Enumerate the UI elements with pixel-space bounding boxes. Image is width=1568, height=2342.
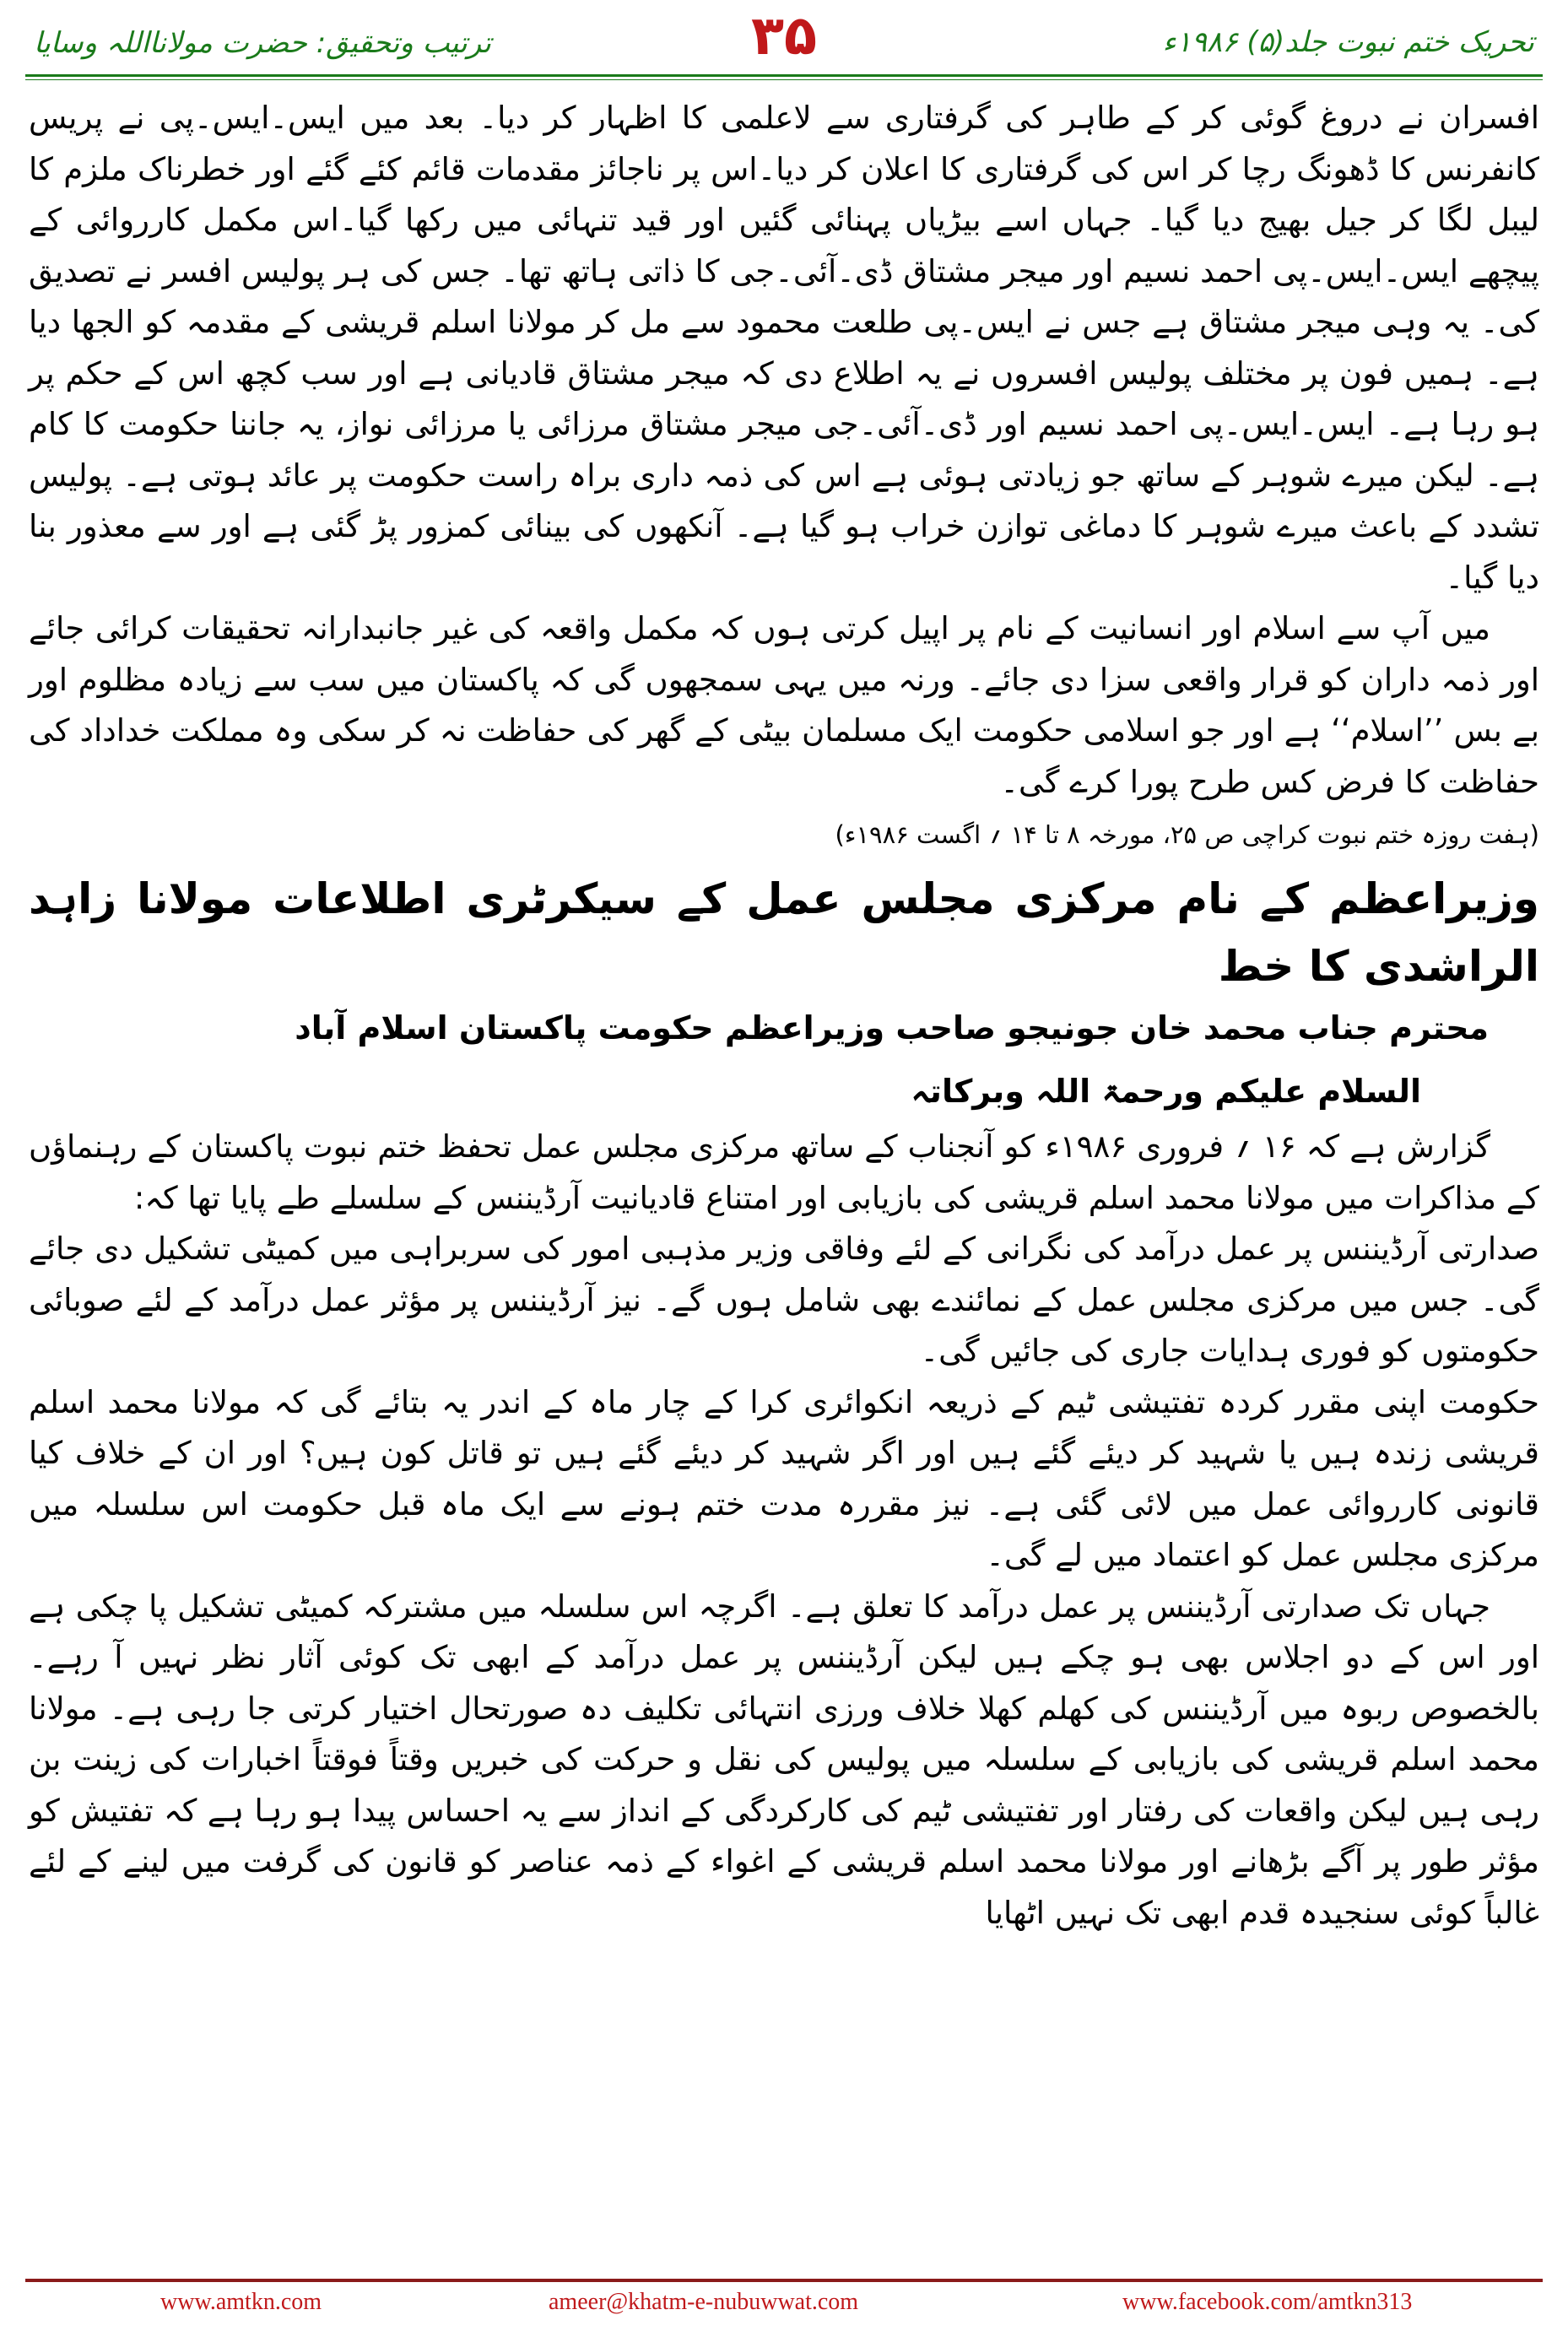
citation: (ہفت روزہ ختم نبوت کراچی ص ۲۵، مورخہ ۸ تا ۱۴ ؍ اگست ۱۹۸۶ء) bbox=[835, 820, 1539, 849]
footer-rule bbox=[25, 2279, 1543, 2282]
body-paragraph-3: گزارش ہے کہ ۱۶ ؍ فروری ۱۹۸۶ء کو آنجناب کے ساتھ مرکزی مجلس عمل تحفظ ختم نبوت پاکستان کے رہنماؤں کے مذاکرات میں مولانا محمد اسلم قریشی کی بازیابی اور امتناع قادیانیت آرڈیننس کے سلسلے طے پایا تھا کہ: bbox=[29, 1128, 1539, 1216]
header-rule-thin bbox=[25, 79, 1543, 80]
footer-website-link[interactable]: www.amtkn.com bbox=[160, 2289, 322, 2315]
page-number: ۳۵ bbox=[750, 5, 818, 68]
volume-title: تحریک ختم نبوت جلد(۵) ۱۹۸۶ء bbox=[1162, 25, 1534, 59]
letter-salutation: السلام علیکم ورحمۃ اللہ وبرکاتہ bbox=[911, 1073, 1421, 1110]
body-paragraph-5: حکومت اپنی مقرر کردہ تفتیشی ٹیم کے ذریعہ انکوائری کرا کے چار ماہ کے اندر یہ بتائے گی کہ مولانا محمد اسلم قریشی زندہ ہیں یا شہید کر دیئے گئے ہیں اور اگر شہید کر دیئے گئے ہیں تو قاتل کون ہیں؟ اور ان کے خلاف کیا قانونی کارروائی عمل میں لائی گئی ہے۔ نیز مقررہ مدت ختم ہونے سے ایک ماہ قبل حکومت اس سلسلہ میں مرکزی مجلس عمل کو اعتماد میں لے گی۔ bbox=[29, 1383, 1539, 1573]
body-paragraph-2: میں آپ سے اسلام اور انسانیت کے نام پر اپیل کرتی ہوں کہ مکمل واقعہ کی غیر جانبدارانہ تحقیقات کرائی جائے اور ذمہ داران کو قرار واقعی سزا دی جائے۔ ورنہ میں یہی سمجھوں گی کہ پاکستان میں سب سے زیادہ مظلوم اور بے بس ’’اسلام‘‘ ہے اور جو اسلامی حکومت ایک مسلمان بیٹی کے گھر کی حفاظت نہ کر سکی وہ مملکت خداداد کی حفاظت کا فرض کس طرح پورا کرے گی۔ bbox=[29, 610, 1539, 800]
letter-addressee: محترم جناب محمد خان جونیجو صاحب وزیراعظم حکومت پاکستان اسلام آباد bbox=[295, 1009, 1489, 1047]
page-header bbox=[0, 0, 1568, 78]
header-rule bbox=[25, 74, 1543, 77]
footer-email-link[interactable]: ameer@khatm-e-nubuwwat.com bbox=[549, 2289, 859, 2315]
compiler-credit: ترتیب وتحقیق: حضرت مولانااللہ وسایا bbox=[34, 26, 491, 60]
body-paragraph-4: صدارتی آرڈیننس پر عمل درآمد کی نگرانی کے لئے وفاقی وزیر مذہبی امور کی سربراہی میں کمیٹی تشکیل دی جائے گی۔ جس میں مرکزی مجلس عمل کے نمائندے بھی شامل ہوں گے۔ نیز آرڈیننس پر مؤثر عمل درآمد کے لئے صوبائی حکومتوں کو فوری ہدایات جاری کی جائیں گی۔ bbox=[29, 1230, 1539, 1369]
page-body bbox=[29, 93, 1539, 1939]
body-paragraph-6: جہاں تک صدارتی آرڈیننس پر عمل درآمد کا تعلق ہے۔ اگرچہ اس سلسلہ میں مشترکہ کمیٹی تشکیل پا چکی ہے اور اس کے دو اجلاس بھی ہو چکے ہیں لیکن آرڈیننس پر عمل درآمد کے ابھی تک کوئی آثار نظر نہیں آ رہے۔ بالخصوص ربوہ میں آرڈیننس کی کھلم کھلا خلاف ورزی انتہائی تکلیف دہ صورتحال اختیار کرتی جا رہی ہے۔ مولانا محمد اسلم قریشی کی بازیابی کے سلسلہ میں پولیس کی نقل و حرکت کی خبریں وقتاً فوقتاً اخبارات کی زینت بن رہی ہیں لیکن واقعات کی رفتار اور تفتیشی ٹیم کی کارکردگی کے انداز سے یہ احساس پیدا ہو رہا ہے کہ تفتیش کو مؤثر طور پر آگے بڑھانے اور مولانا محمد اسلم قریشی کے اغواء کے ذمہ عناصر کو قانون کی گرفت میں لینے کے لئے غالباً کوئی سنجیدہ قدم ابھی تک نہیں اٹھایا bbox=[29, 1587, 1539, 1931]
body-paragraph-1: افسران نے دروغ گوئی کر کے طاہر کی گرفتاری سے لاعلمی کا اظہار کر دیا۔ بعد میں ایس۔ایس۔پی نے پریس کانفرنس کا ڈھونگ رچا کر اس کی گرفتاری کا اعلان کر دیا۔اس پر ناجائز مقدمات قائم کئے گئے اور خطرناک ملزم کا لیبل لگا کر جیل بھیج دیا گیا۔ جہاں اسے بیڑیاں پہنائی گئیں اور قید تنہائی میں رکھا گیا۔اس مکمل کارروائی کے پیچھے ایس۔ایس۔پی احمد نسیم اور میجر مشتاق ڈی۔آئی۔جی کا ذاتی ہاتھ تھا۔ جس کی ہر پولیس افسر نے تصدیق کی۔ یہ وہی میجر مشتاق ہے جس نے ایس۔پی طلعت محمود سے مل کر مولانا اسلم قریشی کے مقدمہ کو الجھا دیا ہے۔ ہمیں فون پر مختلف پولیس افسروں نے یہ اطلاع دی کہ میجر مشتاق قادیانی ہے اور سب کچھ اس کے حکم پر ہو رہا ہے۔ ایس۔ایس۔پی احمد نسیم اور ڈی۔آئی۔جی میجر مشتاق مرزائی یا مرزائی نواز، یہ جاننا حکومت کا کام ہے۔ لیکن میرے شوہر کے ساتھ جو زیادتی ہوئی ہے اس کی ذمہ داری براہ راست حکومت پر عائد ہوتی ہے۔ پولیس تشدد کے باعث میرے شوہر کا دماغی توازن خراب ہو گیا ہے۔ آنکھوں کی بینائی کمزور پڑ گئی ہے اور سے معذور بنا دیا گیا۔ bbox=[29, 100, 1539, 596]
footer-facebook-link[interactable]: www.facebook.com/amtkn313 bbox=[1122, 2289, 1413, 2315]
letter-heading: وزیراعظم کے نام مرکزی مجلس عمل کے سیکرٹری اطلاعات مولانا زاہد الراشدی کا خط bbox=[29, 874, 1539, 991]
